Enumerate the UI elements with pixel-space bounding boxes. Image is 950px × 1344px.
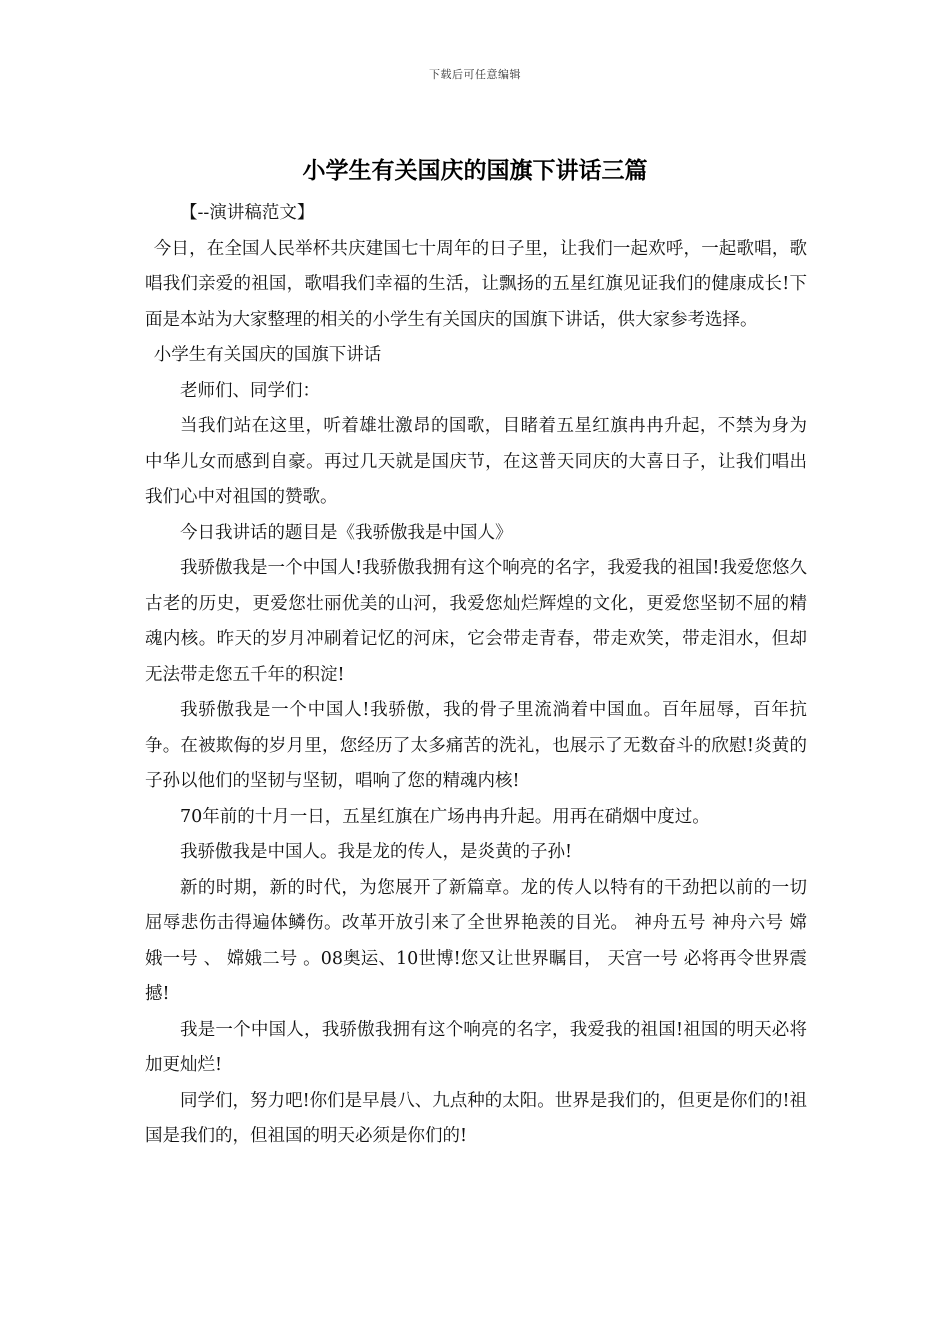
intro-paragraph: 今日，在全国人民举杯共庆建国七十周年的日子里，让我们一起欢呼，一起歌唱，歌唱我们亲爱的祖国，歌唱我们幸福的生活，让飘扬的五星红旗见证我们的健康成长!下面是本站为大家整理的相关的小学生有关国庆的国旗下讲话，供大家参考选择。 [145,238,807,330]
body-paragraph: 70年前的十月一日，五星红旗在广场冉冉升起。用再在硝烟中度过。 [180,806,710,827]
page-header-note: 下载后可任意编辑 [429,68,521,81]
body-paragraph: 我是一个中国人，我骄傲我拥有这个响亮的名字，我爱我的祖国!祖国的明天必将加更灿烂! [145,1019,807,1075]
speech-topic: 今日我讲话的题目是《我骄傲我是中国人》 [180,522,513,543]
body-paragraph: 当我们站在这里，听着雄壮激昂的国歌，目睹着五星红旗冉冉升起，不禁为身为中华儿女而感到自豪。再过几天就是国庆节，在这普天同庆的大喜日子，让我们唱出我们心中对祖国的赞歌。 [145,416,807,507]
body-paragraph: 我骄傲我是一个中国人!我骄傲，我的骨子里流淌着中国血。百年屈辱，百年抗争。在被欺侮的岁月里，您经历了太多痛苦的洗礼，也展示了无数奋斗的欣慰!炎黄的子孙以他们的坚韧与坚韧，唱响了您的精魂内核! [145,700,807,791]
section-heading: 小学生有关国庆的国旗下讲话 [153,345,382,365]
body-paragraph: 我骄傲我是一个中国人!我骄傲我拥有这个响亮的名字，我爱我的祖国!我爱您悠久古老的历史，更爱您壮丽优美的山河，我爱您灿烂辉煌的文化，更爱您坚韧不屈的精魂内核。昨天的岁月冲刷着记忆的河床，它会带走青春，带走欢笑，带走泪水，但却无法带走您五千年的积淀! [145,558,807,685]
document-title: 小学生有关国庆的国旗下讲话三篇 [302,157,648,184]
closing-paragraph: 同学们，努力吧!你们是早晨八、九点种的太阳。世界是我们的，但更是你们的!祖国是我们的，但祖国的明天必须是你们的! [145,1090,807,1146]
body-paragraph: 我骄傲我是中国人。我是龙的传人，是炎黄的子孙! [180,842,573,862]
salutation: 老师们、同学们： [180,380,320,401]
body-paragraph: 新的时期，新的时代，为您展开了新篇章。龙的传人以特有的干劲把以前的一切屈辱悲伤击得遍体鳞伤。改革开放引来了全世界艳羡的目光。 神舟五号 神舟六号 嫦娥一号 、 嫦娥二号 。08奥运、10世博!您又让世界瞩目， 天宫一号 必将再令世界震撼! [145,877,807,1004]
document-body [145,196,807,1155]
category-tag: 【--演讲稿范文】 [180,203,315,223]
